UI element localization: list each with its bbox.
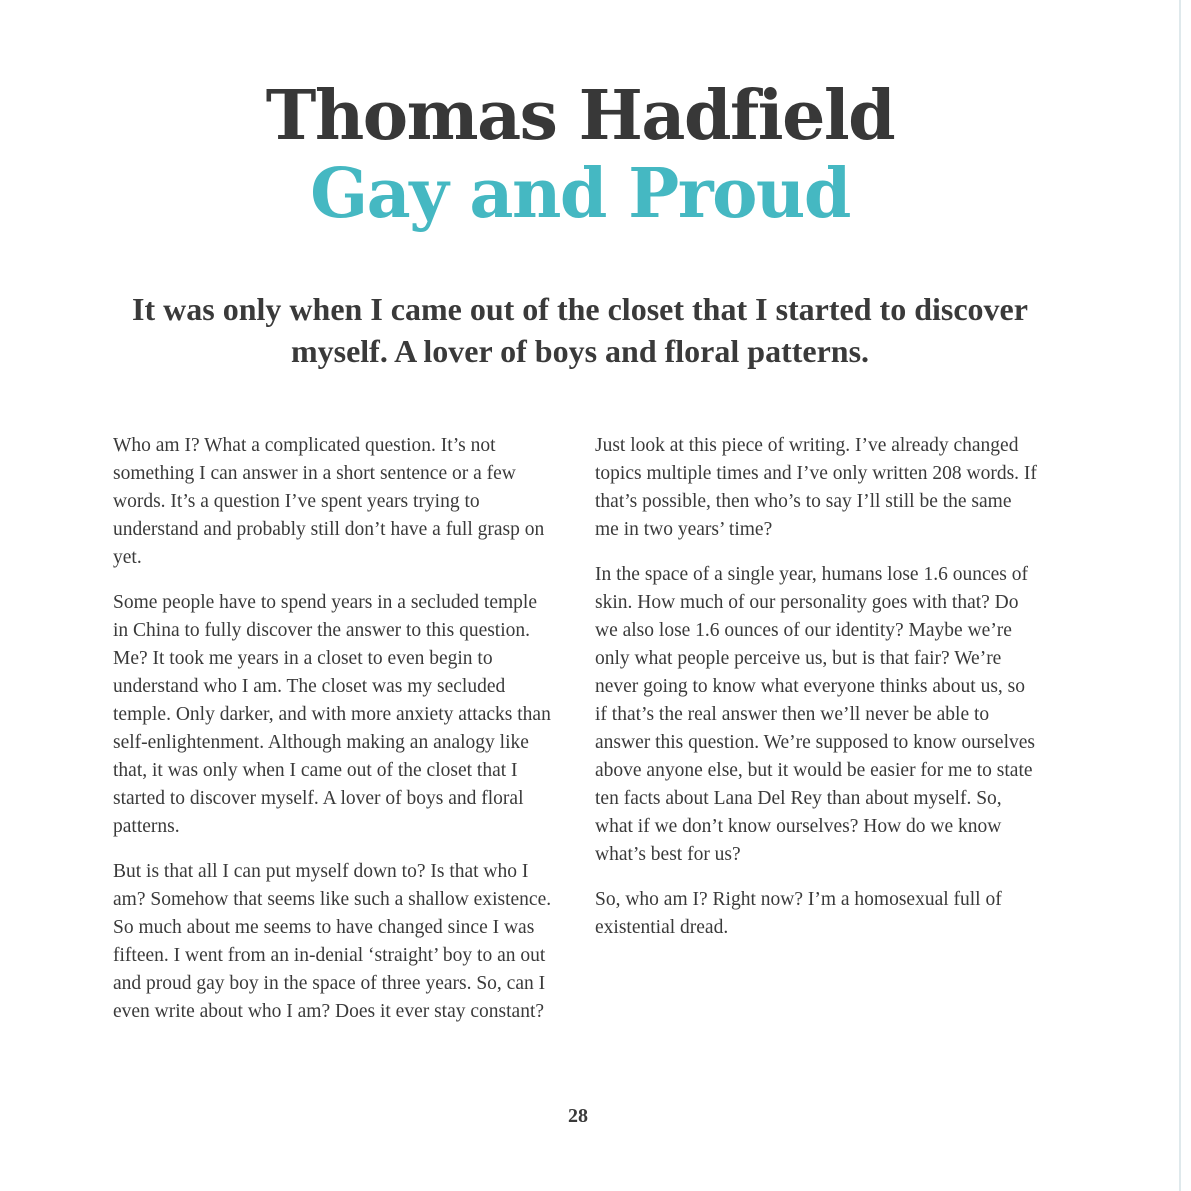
left-text-column [113, 432, 553, 1043]
right-text-column [595, 432, 1040, 959]
paragraph: Just look at this piece of writing. I’ve already changed topics multiple times and I’ve only written 208 words. If that’s possible, then who’s to say I’ll still be the same me in two years’ time? [595, 435, 1037, 540]
paragraph: So, who am I? Right now? I’m a homosexual full of existential dread. [595, 889, 1002, 938]
paragraph: In the space of a single year, humans lose 1.6 ounces of skin. How much of our personality goes with that? Do we also lose 1.6 ounces of our identity? Maybe we’re only what people perceive us, but is that fair? We’re never going to know what everyone thinks about us, so if that’s the real answer then we’ll never be able to answer this question. We’re supposed to know ourselves above anyone else, but it would be easier for me to state ten facts about Lana Del Rey than about myself. So, what if we don’t know ourselves? How do we know what’s best for us? [595, 564, 1035, 865]
standfirst-quote: It was only when I came out of the closet that I started to discover myself. A lover of boys and floral patterns. [132, 291, 1028, 369]
author-name-heading: Thomas Hadfield [265, 76, 895, 156]
page-number: 28 [568, 1105, 588, 1127]
page-edge-divider [1179, 0, 1181, 1191]
paragraph: Who am I? What a complicated question. It’s not something I can answer in a short sentence or a few words. It’s a question I’ve spent years trying to understand and probably still don’t have a full grasp on yet. [113, 435, 545, 568]
paragraph: But is that all I can put myself down to? Is that who I am? Somehow that seems like such a shallow existence. So much about me seems to have changed since I was fifteen. I went from an in-denial ‘straight’ boy to an out and proud gay boy in the space of three years. So, can I even write about who I am? Does it ever stay constant? [113, 861, 552, 1022]
article-title: Gay and Proud [310, 154, 850, 234]
paragraph: Some people have to spend years in a secluded temple in China to fully discover the answer to this question. Me? It took me years in a closet to even begin to understand who I am. The closet was my secluded temple. Only darker, and with more anxiety attacks than self-enlightenment. Although making an analogy like that, it was only when I came out of the closet that I started to discover myself. A lover of boys and floral patterns. [113, 592, 551, 837]
